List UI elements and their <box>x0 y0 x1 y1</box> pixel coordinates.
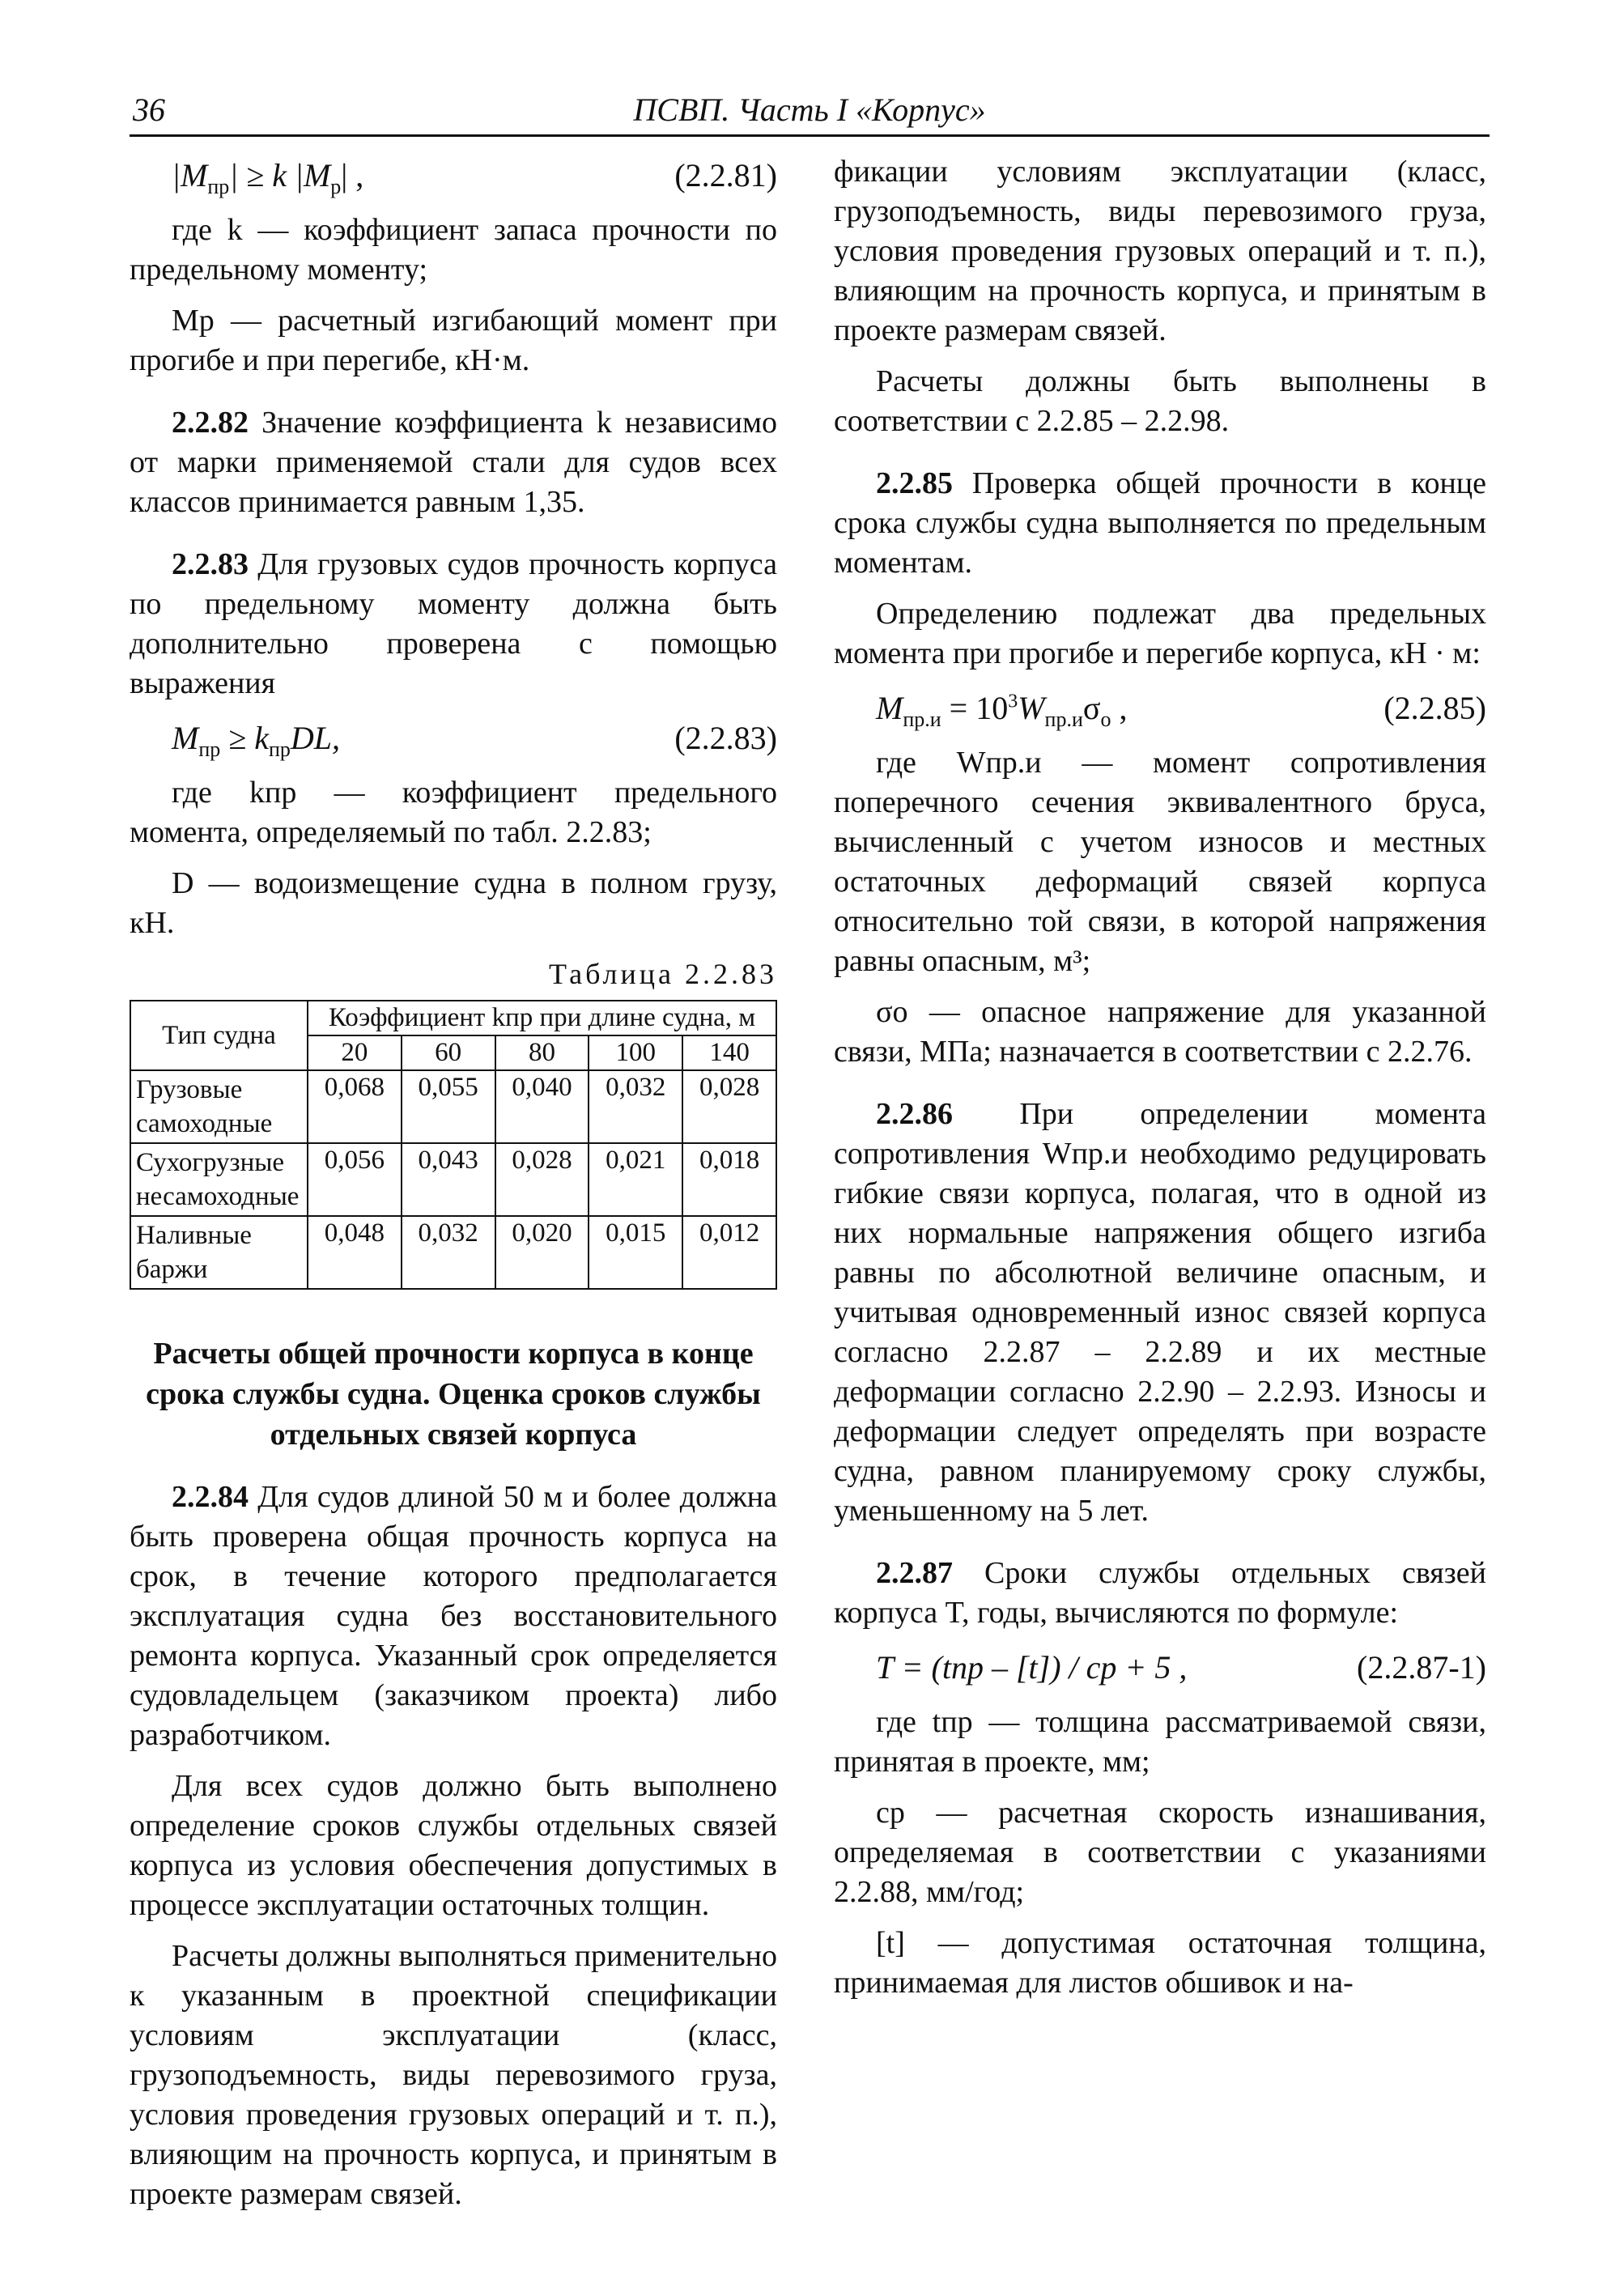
value-cell: 0,020 <box>495 1216 589 1289</box>
value-cell: 0,012 <box>682 1216 776 1289</box>
paragraph-calculation-basis-cont: фикации условиям эксплуатации (класс, грузоподъемность, виды перевозимого груза, условия проведения грузовых операций и т. п.), влияющим на прочность корпуса, и принятым в проекте размерам связей. <box>834 155 1486 347</box>
value-cell: 0,056 <box>308 1143 402 1216</box>
formula-number: (2.2.87-1) <box>1357 1649 1486 1686</box>
ship-type-cell: Грузовые самоходные <box>130 1070 308 1143</box>
header-title: ПСВП. Часть I «Корпус» <box>633 91 986 128</box>
value-cell: 0,055 <box>402 1070 495 1143</box>
definition-t: [t] — допустимая остаточная толщина, принимаемая для листов обшивок и на- <box>834 1926 1486 2000</box>
table-caption: Таблица 2.2.83 <box>549 958 777 990</box>
formula-2-2-85 <box>834 685 1486 732</box>
formula-expression: $|M_{пр}| \ge k$ $|M_р|$ , <box>172 157 364 198</box>
table-row <box>130 1216 776 1289</box>
table-row <box>130 1070 776 1143</box>
value-cell: 0,028 <box>495 1143 589 1216</box>
formula-2-2-83 <box>130 715 777 762</box>
left-column <box>130 152 778 2211</box>
paragraph-remaining-thickness: Для всех судов должно быть выполнено определение сроков службы отдельных связей корпуса из условия обеспечения допустимых в процессе эксплуатации остаточных толщин. <box>130 1769 777 1922</box>
ship-type-cell: Сухогрузные несамоходные <box>130 1143 308 1216</box>
section-heading: Расчеты общей прочности корпуса в конце срока службы судна. Оценка сроков службы отдельных связей корпуса <box>146 1337 761 1452</box>
formula-expression: $M_{пр.и} = 10^3W_{пр.и}\sigma_о$ , <box>876 690 1128 731</box>
value-cell: 0,032 <box>589 1070 682 1143</box>
definition-kpr: где kпр — коэффициент предельного момента, определяемый по табл. 2.2.83; <box>130 776 777 849</box>
length-cell: 100 <box>589 1035 682 1070</box>
definition-tpr: где tпр — толщина рассматриваемой связи, принятая в проекте, мм; <box>834 1705 1486 1779</box>
definition-d: D — водоизмещение судна в полном грузу, кН. <box>130 866 777 940</box>
definition-wpri: где Wпр.и — момент сопротивления поперечного сечения эквивалентного бруса, вычисленный с учетом износов и местных остаточных деформаций связей корпуса относительно той связи, в которой напряжения равны опасным, м³; <box>834 746 1486 978</box>
value-cell: 0,043 <box>402 1143 495 1216</box>
length-cell: 80 <box>495 1035 589 1070</box>
col-header-group: Коэффициент kпр при длине судна, м <box>308 1001 776 1035</box>
header-rule <box>130 134 1490 137</box>
length-cell: 20 <box>308 1035 402 1070</box>
value-cell: 0,032 <box>402 1216 495 1289</box>
value-cell: 0,068 <box>308 1070 402 1143</box>
definition-k: где k — коэффициент запаса прочности по предельному моменту; <box>130 213 777 287</box>
value-cell: 0,018 <box>682 1143 776 1216</box>
clause-2-2-83: 2.2.83 Для грузовых судов прочность корпуса по предельному моменту должна быть дополнительно проверена с помощью выражения <box>130 547 778 700</box>
formula-expression: $M_{пр} \ge k_{пр}DL$, <box>172 720 341 761</box>
clause-2-2-87: 2.2.87 Сроки службы отдельных связей корпуса T, годы, вычисляются по формуле: <box>834 1556 1486 1630</box>
formula-number: (2.2.81) <box>674 157 777 193</box>
coefficient-table <box>130 1000 777 1290</box>
formula-2-2-81 <box>130 152 777 199</box>
formula-number: (2.2.85) <box>1383 690 1486 726</box>
definition-sigma: σо — опасное напряжение для указанной связи, МПа; назначается в соответствии с 2.2.76. <box>834 995 1486 1069</box>
table-header-row <box>130 1001 776 1035</box>
length-cell: 60 <box>402 1035 495 1070</box>
paragraph-compliance: Расчеты должны быть выполнены в соответствии с 2.2.85 – 2.2.98. <box>834 364 1486 438</box>
col-header-type: Тип судна <box>130 1001 308 1070</box>
running-header <box>130 91 1490 138</box>
formula-2-2-87-1 <box>834 1644 1486 1691</box>
clause-2-2-86: 2.2.86 При определении момента сопротивления Wпр.и необходимо редуцировать гибкие связи корпуса, полагая, что в одной из них нормальные напряжения общего изгиба равны по абсолютной величине опасным, и учитывая одновременный износ связей корпуса согласно 2.2.87 – 2.2.89 и их местные деформации согласно 2.2.90 – 2.2.93. Износы и деформации следует определять при возрасте судна, равном планируемому сроку службы, уменьшенному на 5 лет. <box>834 1097 1486 1528</box>
formula-expression: T = (tпр – [t]) / cр + 5 , <box>876 1649 1188 1686</box>
definition-mr: Mр — расчетный изгибающий момент при прогибе и при перегибе, кН·м. <box>130 304 777 377</box>
value-cell: 0,048 <box>308 1216 402 1289</box>
clause-2-2-82: 2.2.82 Значение коэффициента k независимо от марки применяемой стали для судов всех классов принимается равным 1,35. <box>130 406 777 519</box>
clause-2-2-84: 2.2.84 Для судов длиной 50 м и более должна быть проверена общая прочность корпуса на срок, в течение которого предполагается эксплуатация судна без восстановительного ремонта корпуса. Указанный срок определяется судовладельцем (заказчиком проекта) либо разработчиком. <box>130 1480 777 1752</box>
table-row <box>130 1143 776 1216</box>
paragraph-limit-moments: Определению подлежат два предельных момента при прогибе и перегибе корпуса, кН · м: <box>834 597 1486 670</box>
ship-type-cell: Наливные баржи <box>130 1216 308 1289</box>
page-number: 36 <box>133 91 165 128</box>
paragraph-calculation-basis: Расчеты должны выполняться применительно к указанным в проектной спецификации условиям эксплуатации (класс, грузоподъемность, виды перевозимого груза, условия проведения грузовых операций и т. п.), влияющим на прочность корпуса, и принятым в проекте размерам связей. <box>130 1939 777 2211</box>
formula-number: (2.2.83) <box>674 720 777 756</box>
value-cell: 0,040 <box>495 1070 589 1143</box>
length-cell: 140 <box>682 1035 776 1070</box>
clause-2-2-85: 2.2.85 Проверка общей прочности в конце срока службы судна выполняется по предельным моментам. <box>834 466 1487 580</box>
right-column <box>834 152 1486 2003</box>
value-cell: 0,015 <box>589 1216 682 1289</box>
value-cell: 0,028 <box>682 1070 776 1143</box>
definition-cr: cр — расчетная скорость изнашивания, определяемая в соответствии с указаниями 2.2.88, мм/год; <box>834 1796 1486 1909</box>
value-cell: 0,021 <box>589 1143 682 1216</box>
